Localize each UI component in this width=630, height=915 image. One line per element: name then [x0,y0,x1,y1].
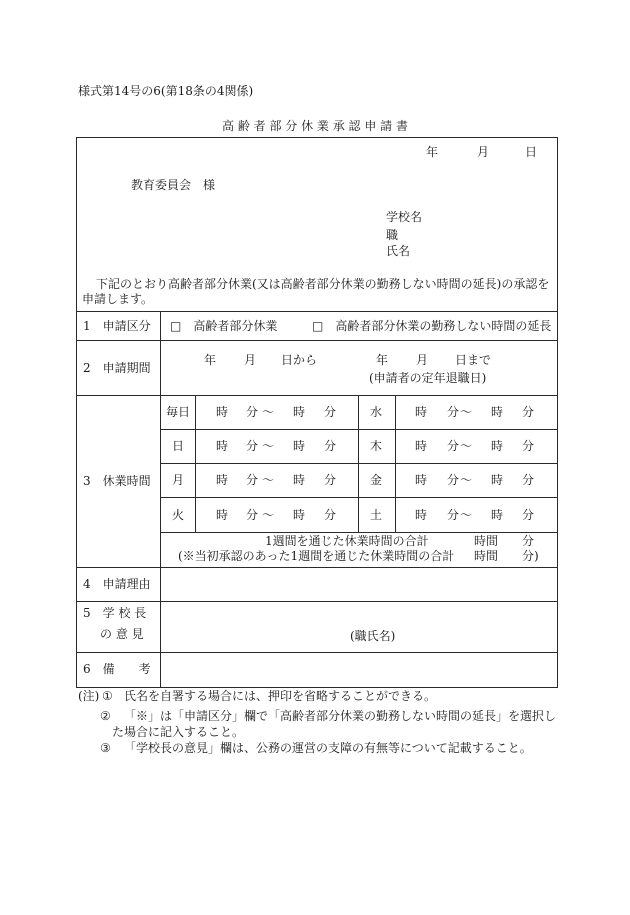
period-note: (申請者の定年退職日) [369,371,487,385]
rule-middle-column [358,395,359,532]
hour-unit: 時 [293,405,306,419]
hour-unit: 時 [293,473,306,487]
period-from-year: 年 [204,353,217,367]
note-3-text: 「学校長の意見」欄は、公務の運営の支障の有無等について記載すること。 [124,741,532,755]
rule-hours-4 [160,532,557,533]
category-option-partial-leave: □ 高齢者部分休業 [170,319,278,333]
minute-unit: 分 [447,473,460,487]
day-monday: 月 [172,473,185,487]
tilde: ～ [460,439,473,453]
hour-unit: 時 [216,508,229,522]
initial-total-minutes-unit: 分) [522,549,539,563]
minute-unit: 分 [522,405,535,419]
minute-unit: 分 [522,439,535,453]
hours-label: 3 休業時間 [83,474,151,488]
reason-label: 4 申請理由 [83,577,151,591]
hour-unit: 時 [491,473,504,487]
applicant-name-label: 氏名 [386,244,411,258]
hour-unit: 時 [216,473,229,487]
day-every-day: 毎日 [166,405,191,419]
minute-unit: 分 [246,439,259,453]
minute-unit: 分 [324,405,337,419]
period-to-day: 日まで [455,353,492,367]
date-month-unit: 月 [477,145,490,159]
tilde: ～ [460,473,473,487]
period-from-month: 月 [244,353,257,367]
intro-line-2: 申請します。 [82,292,154,306]
rule-row3-top [76,395,557,396]
addressee: 教育委員会 様 [131,178,216,192]
notes-label: (注) [78,689,100,703]
minute-unit: 分 [324,508,337,522]
period-to-month: 月 [416,353,429,367]
principal-opinion-label-2: の 意 見 [100,627,144,641]
initial-total-hours-unit: 時間 [474,549,499,563]
rule-label-column [160,311,161,687]
minute-unit: 分 [522,508,535,522]
rule-row4-top [76,567,557,568]
tilde: ～ [460,405,473,419]
day-saturday: 土 [370,508,383,522]
day-sunday: 日 [172,439,185,453]
weekly-total-hours-unit: 時間 [474,534,499,548]
hour-unit: 時 [216,405,229,419]
tilde: ～ [262,473,275,487]
date-day-unit: 日 [525,145,538,159]
note-3-marker: ③ [100,741,111,755]
tilde: ～ [262,439,275,453]
hour-unit: 時 [216,439,229,453]
rule-row6-top [76,652,557,653]
minute-unit: 分 [447,405,460,419]
note-1-text: 氏名を自署する場合には、押印を省略することができる。 [124,689,437,703]
hour-unit: 時 [491,508,504,522]
rule-row1-top [76,311,557,312]
principal-opinion-label-1: 5 学 校 長 [83,606,147,620]
day-wednesday: 水 [370,405,383,419]
minute-unit: 分 [522,473,535,487]
minute-unit: 分 [246,405,259,419]
form-table-frame [76,137,558,688]
tilde: ～ [460,508,473,522]
period-from-day: 日から [281,353,318,367]
weekly-total-label: 1週間を通じた休業時間の合計 [265,534,429,548]
rule-row5-top [76,601,557,602]
minute-unit: 分 [246,473,259,487]
minute-unit: 分 [324,439,337,453]
note-2-text: 「※」は「申請区分」欄で「高齢者部分休業の勤務しない時間の延長」を選択し [124,709,557,723]
initial-total-label: (※当初承認のあった1週間を通じた休業時間の合計 [178,549,455,563]
hour-unit: 時 [415,508,428,522]
rule-right-day-column [395,395,396,532]
form-title: 高 齢 者 部 分 休 業 承 認 申 請 書 [222,119,408,133]
note-2-text-continued: た場合に記入すること。 [112,725,245,739]
principal-signature-label: (職氏名) [350,629,396,643]
weekly-total-minutes-unit: 分 [522,534,535,548]
form-number: 様式第14号の6(第18条の4関係) [78,84,254,98]
tilde: ～ [262,405,275,419]
date-year-unit: 年 [426,145,439,159]
remarks-label: 6 備 考 [83,662,151,676]
hour-unit: 時 [415,405,428,419]
day-friday: 金 [370,473,383,487]
period-to-year: 年 [376,353,389,367]
period-label: 2 申請期間 [83,361,151,375]
minute-unit: 分 [246,508,259,522]
hour-unit: 時 [293,508,306,522]
applicant-position-label: 職 [386,228,399,242]
hour-unit: 時 [491,405,504,419]
minute-unit: 分 [447,508,460,522]
day-thursday: 木 [370,439,383,453]
applicant-school-label: 学校名 [386,210,423,224]
minute-unit: 分 [447,439,460,453]
note-1-marker: ① [102,689,113,703]
rule-left-day-column [195,395,196,532]
rule-row2-top [76,340,557,341]
tilde: ～ [262,508,275,522]
note-2-marker: ② [100,709,111,723]
hour-unit: 時 [415,439,428,453]
minute-unit: 分 [324,473,337,487]
hour-unit: 時 [491,439,504,453]
day-tuesday: 火 [172,508,185,522]
intro-line-1: 下記のとおり高齢者部分休業(又は高齢者部分休業の勤務しない時間の延長)の承認を [96,277,550,291]
hour-unit: 時 [415,473,428,487]
hour-unit: 時 [293,439,306,453]
category-option-extension: □ 高齢者部分休業の勤務しない時間の延長 [312,319,552,333]
category-label: 1 申請区分 [83,319,151,333]
